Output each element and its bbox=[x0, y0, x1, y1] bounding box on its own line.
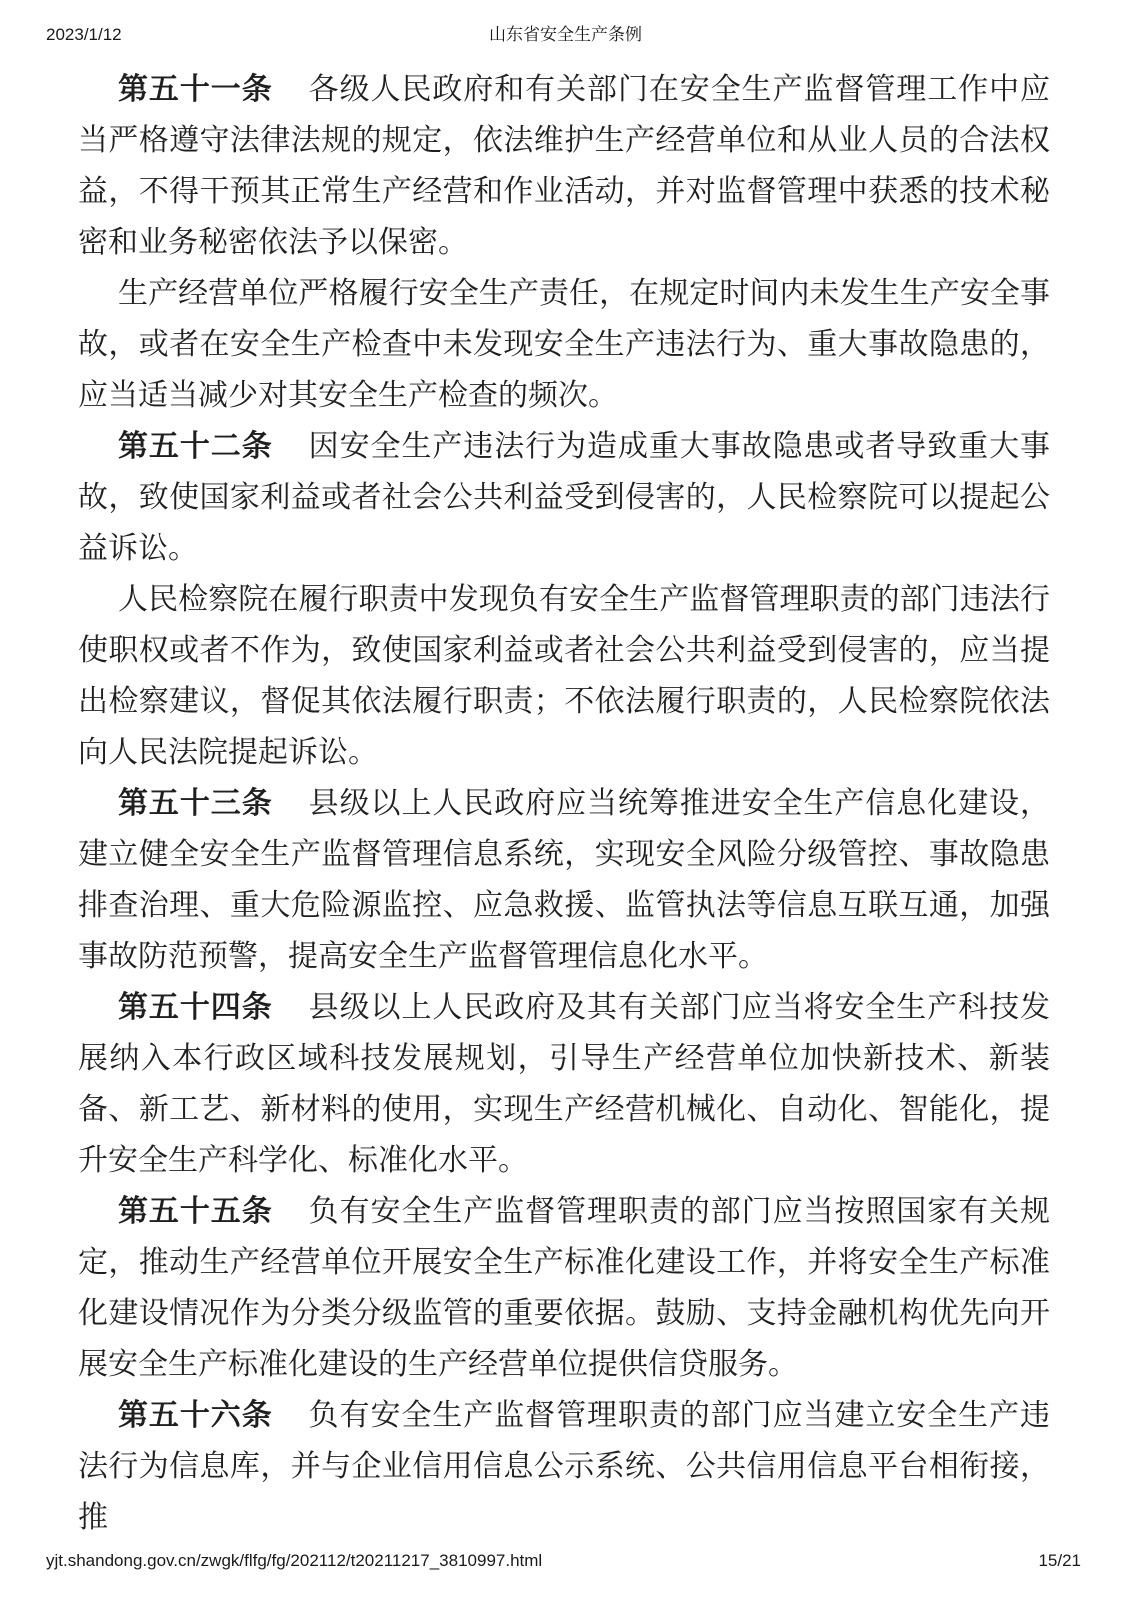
document-body bbox=[78, 64, 1050, 1543]
article-56-number: 第五十六条 bbox=[118, 1399, 273, 1432]
article-54-text: 县级以上人民政府及其有关部门应当将安全生产科技发展纳入本行政区域科技发展规划，引导生产经营单位加快新技术、新装备、新工艺、新材料的使用，实现生产经营机械化、自动化、智能化，提升安全生产科学化、标准化水平。 bbox=[78, 991, 1051, 1177]
header-date: 2023/1/12 bbox=[46, 25, 122, 44]
article-53-number: 第五十三条 bbox=[118, 787, 273, 820]
article-53-text: 县级以上人民政府应当统筹推进安全生产信息化建设，建立健全安全生产监督管理信息系统，实现安全风险分级管控、事故隐患排查治理、重大危险源监控、应急救援、监管执法等信息互联互通，加强事故防范预警，提高安全生产监督管理信息化水平。 bbox=[78, 787, 1051, 973]
article-51-clause-2-paragraph bbox=[78, 268, 1050, 421]
article-52-clause-2-paragraph bbox=[78, 574, 1050, 778]
article-55-text: 负有安全生产监督管理职责的部门应当按照国家有关规定，推动生产经营单位开展安全生产标准化建设工作，并将安全生产标准化建设情况作为分类分级监管的重要依据。鼓励、支持金融机构优先向开展安全生产标准化建设的生产经营单位提供信贷服务。 bbox=[78, 1195, 1051, 1381]
article-56-paragraph bbox=[78, 1390, 1050, 1543]
article-52-clause-2-text: 人民检察院在履行职责中发现负有安全生产监督管理职责的部门违法行使职权或者不作为，致使国家利益或者社会公共利益受到侵害的，应当提出检察建议，督促其依法履行职责；不依法履行职责的，人民检察院依法向人民法院提起诉讼。 bbox=[78, 583, 1050, 769]
print-footer bbox=[46, 1550, 1081, 1572]
article-51-text: 各级人民政府和有关部门在安全生产监督管理工作中应当严格遵守法律法规的规定，依法维护生产经营单位和从业人员的合法权益，不得干预其正常生产经营和作业活动，并对监督管理中获悉的技术秘密和业务秘密依法予以保密。 bbox=[78, 73, 1051, 259]
article-55-number: 第五十五条 bbox=[118, 1195, 273, 1228]
article-52-number: 第五十二条 bbox=[118, 430, 273, 463]
footer-source-url: yjt.shandong.gov.cn/zwgk/flfg/fg/202112/t20211217_3810997.html bbox=[46, 1551, 543, 1570]
article-51-paragraph bbox=[78, 64, 1050, 268]
article-51-number: 第五十一条 bbox=[118, 73, 273, 106]
article-52-text: 因安全生产违法行为造成重大事故隐患或者导致重大事故，致使国家利益或者社会公共利益受到侵害的，人民检察院可以提起公益诉讼。 bbox=[78, 430, 1051, 565]
page-number-indicator: 15/21 bbox=[1038, 1551, 1081, 1570]
article-55-paragraph bbox=[78, 1186, 1050, 1390]
article-51-clause-2-text: 生产经营单位严格履行安全生产责任，在规定时间内未发生生产安全事故，或者在安全生产检查中未发现安全生产违法行为、重大事故隐患的，应当适当减少对其安全生产检查的频次。 bbox=[78, 277, 1050, 412]
article-56-text: 负有安全生产监督管理职责的部门应当建立安全生产违法行为信息库，并与企业信用信息公示系统、公共信用信息平台相衔接，推 bbox=[78, 1399, 1051, 1534]
article-52-paragraph bbox=[78, 421, 1050, 574]
article-53-paragraph bbox=[78, 778, 1050, 982]
article-54-paragraph bbox=[78, 982, 1050, 1186]
header-document-title: 山东省安全生产条例 bbox=[489, 25, 642, 44]
article-54-number: 第五十四条 bbox=[118, 991, 273, 1024]
print-header bbox=[46, 24, 1085, 46]
